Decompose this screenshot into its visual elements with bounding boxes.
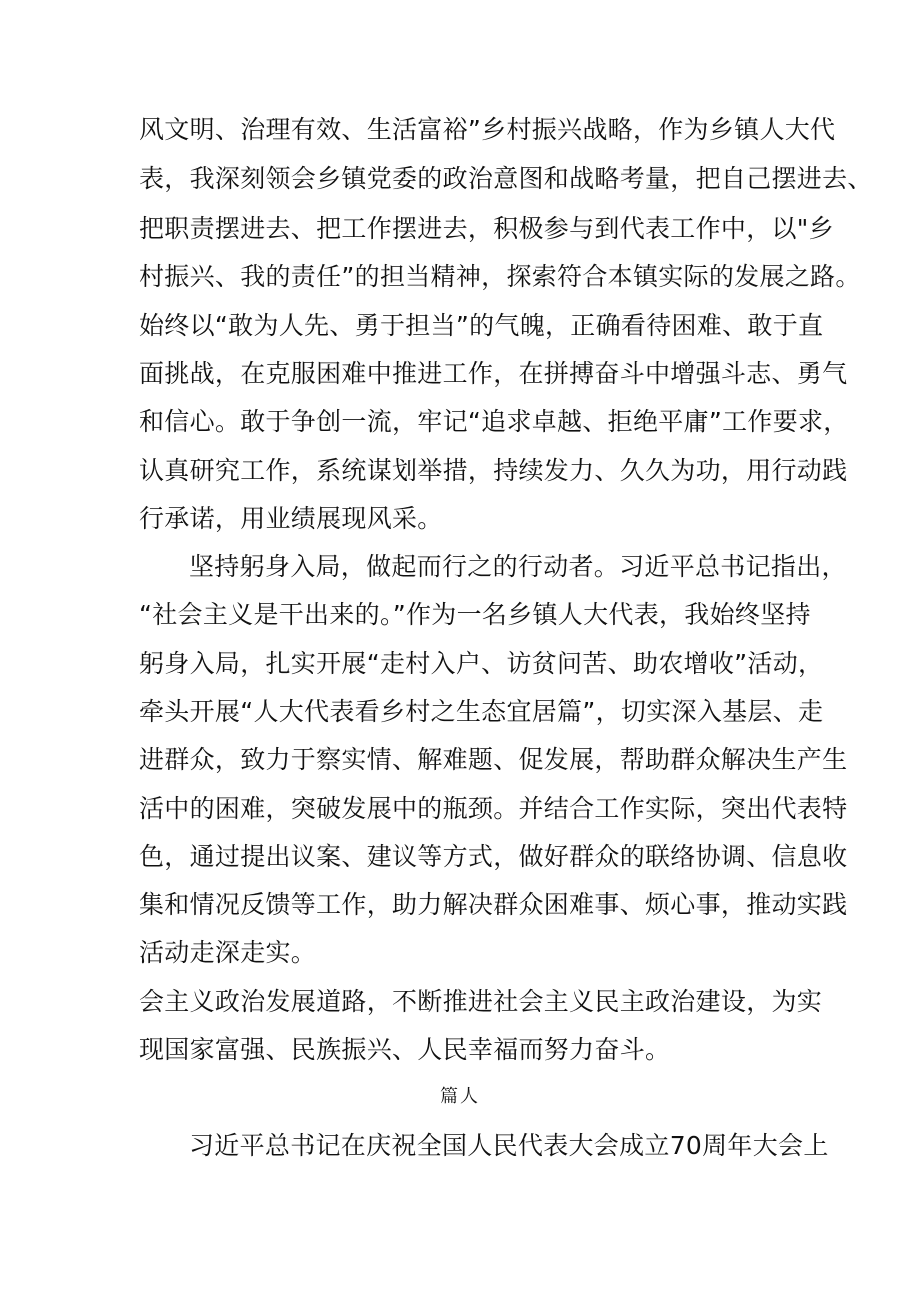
text-line: 进群众，致力于察实情、解难题、促发展，帮助群众解决生产生 [139, 745, 848, 774]
text-line: 会主义政治发展道路，不断推进社会主义民主政治建设，为实 [139, 987, 823, 1016]
text-line: 始终以“敢为人先、勇于担当”的气魄，正确看待困难、敢于直 [139, 311, 824, 340]
text-line: 躬身入局，扎实开展“走村入户、访贫问苦、助农增收”活动， [139, 649, 824, 678]
text-line: 认真研究工作，系统谋划举措，持续发力、久久为功，用行动践 [139, 456, 848, 485]
text-line: 村振兴、我的责任”的担当精神，探索符合本镇实际的发展之路。 [139, 262, 861, 291]
text-line: 坚持躬身入局，做起而行之的行动者。习近平总书记指出， [189, 552, 847, 581]
text-line: 风文明、治理有效、生活富裕”乡村振兴战略，作为乡镇人大代 [139, 115, 836, 144]
text-line: 活动走深走实。 [139, 938, 317, 967]
text-line: 牵头开展“人大代表看乡村之生态宜居篇”，切实深入基层、走 [139, 697, 824, 726]
text-line: 习近平总书记在庆祝全国人民代表大会成立70周年大会上 [189, 1131, 829, 1160]
text-line: 行承诺，用业绩展现风采。 [139, 504, 443, 533]
text-line: 和信心。敢于争创一流，牢记“追求卓越、拒绝平庸”工作要求， [139, 407, 849, 436]
text-line: 现国家富强、民族振兴、人民幸福而努力奋斗。 [139, 1035, 671, 1064]
text-line: 色，通过提出议案、建议等方式，做好群众的联络协调、信息收 [139, 842, 848, 871]
text-line: 面挑战，在克服困难中推进工作，在拼搏奋斗中增强斗志、勇气 [139, 359, 848, 388]
text-line: 把职责摆进去、把工作摆进去，积极参与到代表工作中，以"乡 [139, 214, 834, 243]
text-line: “社会主义是干出来的。”作为一名乡镇人大代表，我始终坚持 [139, 600, 811, 629]
section-title: 篇人 [440, 1086, 480, 1107]
text-line: 集和情况反馈等工作，助力解决群众困难事、烦心事，推动实践 [139, 890, 848, 919]
text-line: 表，我深刻领会乡镇党委的政治意图和战略考量，把自己摆进去、 [139, 164, 873, 193]
text-line: 活中的困难，突破发展中的瓶颈。并结合工作实际，突出代表特 [139, 794, 848, 823]
